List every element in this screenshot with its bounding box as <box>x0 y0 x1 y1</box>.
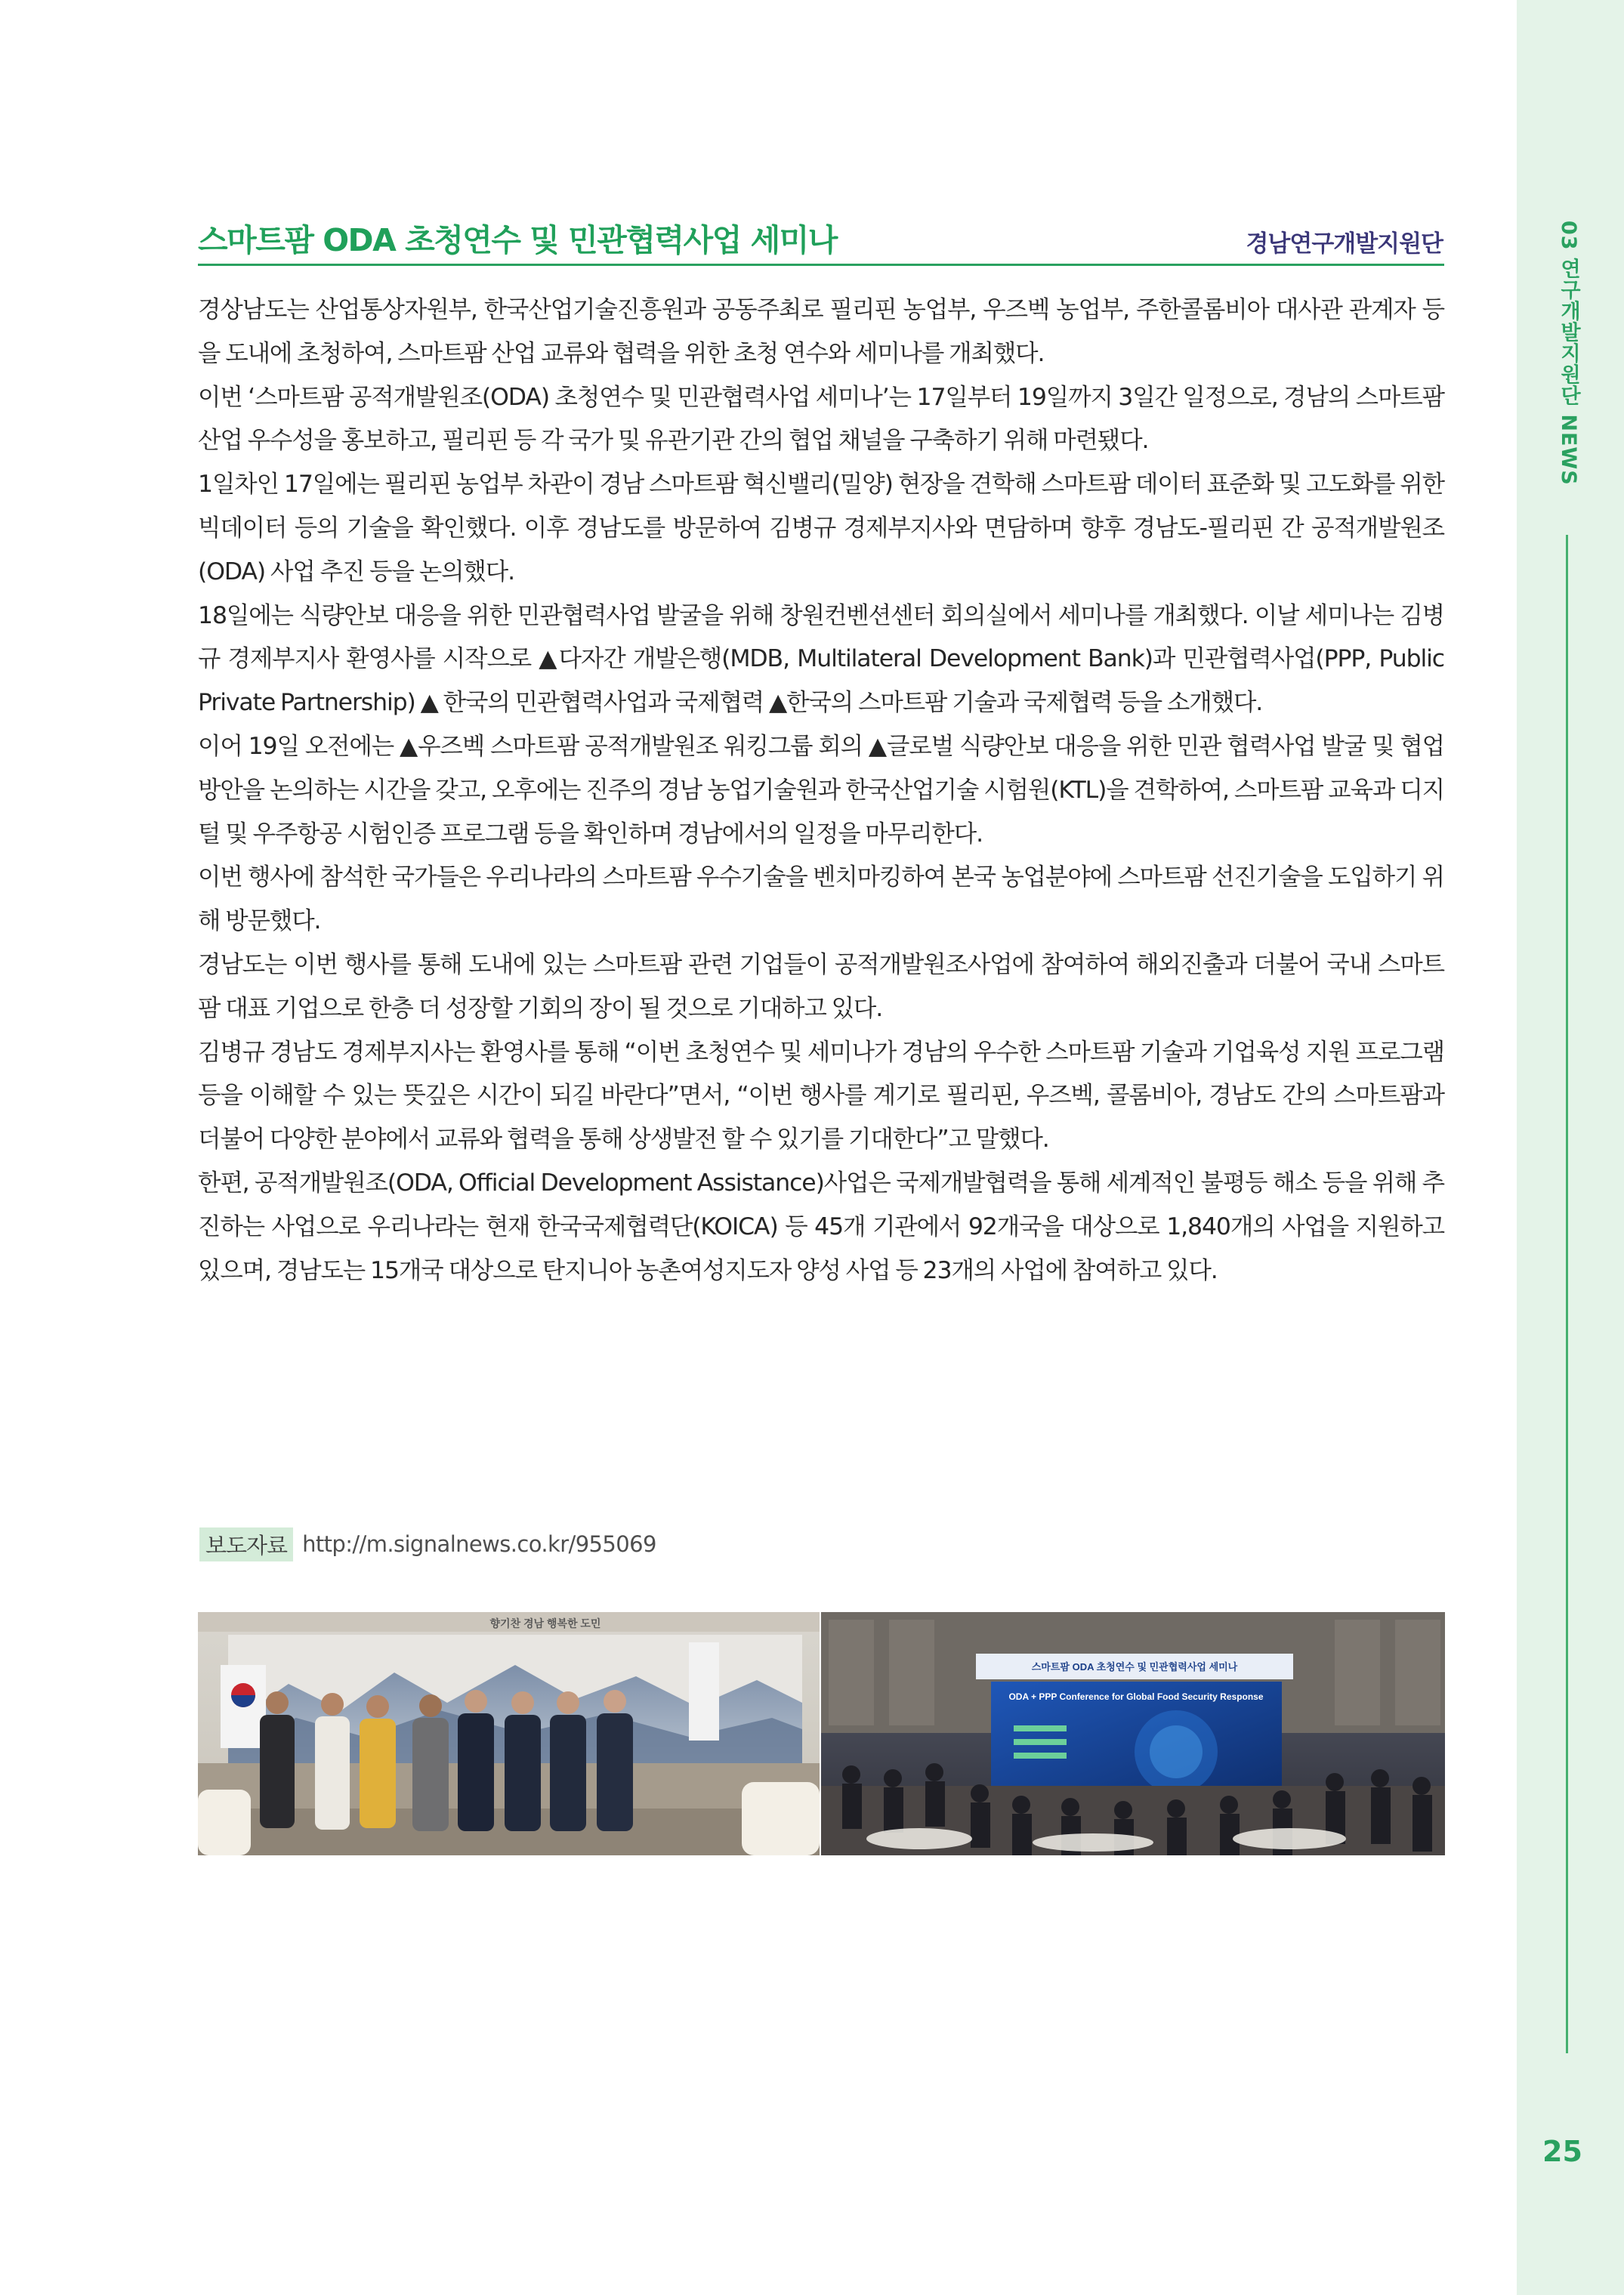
hall-banner-text: 스마트팜 ODA 초청연수 및 민관협력사업 세미나 <box>1031 1661 1238 1673</box>
screen-title-text: ODA + PPP Conference for Global Food Security Response <box>1008 1691 1264 1702</box>
source-badge: 보도자료 <box>199 1527 293 1561</box>
paragraph: 1일차인 17일에는 필리핀 농업부 차관이 경남 스마트팜 혁신밸리(밀양) 현장을 견학해 스마트팜 데이터 표준화 및 고도화를 위한 빅데이터 등의 기술을 확인했다. 이후 경남도를 방문하여 김병규 경제부지사와 면담하며 향후 경남도-필리핀 간 공적개발원조(ODA) 사업 추진 등을 논의했다. <box>198 471 1444 585</box>
section-label: 03 연구개발지원단 NEWS <box>1557 221 1580 486</box>
paragraph: 이번 행사에 참석한 국가들은 우리나라의 스마트팜 우수기술을 벤치마킹하여 본국 농업분야에 스마트팜 선진기술을 도입하기 위해 방문했다. <box>198 863 1444 935</box>
paragraph: 18일에는 식량안보 대응을 위한 민관협력사업 발굴을 위해 창원컨벤션센터 회의실에서 세미나를 개최했다. 이날 세미나는 김병규 경제부지사 환영사를 시작으로 ▲다자간 개발은행(MDB, Multilateral Development Bank)과 민관협력사업(PPP, Public Private Partnership) ▲ 한국의 민관협력사업과 국제협력 ▲한국의 스마트팜 기술과 국제협력 등을 소개했다. <box>198 601 1444 717</box>
conference-photo <box>821 1612 1445 1855</box>
photo-strip <box>198 1612 1445 1855</box>
organization-name: 경남연구개발지원단 <box>1246 230 1443 258</box>
paragraph: 김병규 경남도 경제부지사는 환영사를 통해 “이번 초청연수 및 세미나가 경남의 우수한 스마트팜 기술과 기업육성 지원 프로그램 등을 이해할 수 있는 뜻깊은 시간이 되길 바란다”면서, “이번 행사를 계기로 필리핀, 우즈벡, 콜롬비아, 경남도 간의 스마트팜과 더불어 다양한 분야에서 교류와 협력을 통해 상생발전 할 수 있기를 기대한다”고 말했다. <box>198 1038 1444 1154</box>
title-rule <box>198 264 1444 266</box>
paragraph: 경상남도는 산업통상자원부, 한국산업기술진흥원과 공동주최로 필리핀 농업부, 우즈벡 농업부, 주한콜롬비아 대사관 관계자 등을 도내에 초청하여, 스마트팜 산업 교류와 협력을 위한 초청 연수와 세미나를 개최했다. <box>198 296 1444 367</box>
source-line <box>199 1529 656 1559</box>
source-link[interactable]: http://m.signalnews.co.kr/955069 <box>302 1531 656 1557</box>
sidebar-divider <box>1566 535 1568 2053</box>
page-number: 25 <box>1542 2135 1582 2168</box>
article-body <box>198 289 1444 1293</box>
paragraph: 이번 ‘스마트팜 공적개발원조(ODA) 초청연수 및 민관협력사업 세미나’는 17일부터 19일까지 3일간 일정으로, 경남의 스마트팜 산업 우수성을 홍보하고, 필리핀 등 각 국가 및 유관기관 간의 협업 채널을 구축하기 위해 마련됐다. <box>198 383 1444 455</box>
paragraph: 이어 19일 오전에는 ▲우즈벡 스마트팜 공적개발원조 워킹그룹 회의 ▲글로벌 식량안보 대응을 위한 민관 협력사업 발굴 및 협업방안을 논의하는 시간을 갖고, 오후에는 진주의 경남 농업기술원과 한국산업기술 시험원(KTL)을 견학하여, 스마트팜 교육과 디지털 및 우주항공 시험인증 프로그램 등을 확인하며 경남에서의 일정을 마무리한다. <box>198 732 1444 848</box>
paragraph: 한편, 공적개발원조(ODA, Official Development Assistance)사업은 국제개발협력을 통해 세계적인 불평등 해소 등을 위해 추진하는 사업으로 우리나라는 현재 한국국제협력단(KOICA) 등 45개 기관에서 92개국을 대상으로 1,840개의 사업을 지원하고 있으며, 경남도는 15개국 대상으로 탄지니아 농촌여성지도자 양성 사업 등 23개의 사업에 참여하고 있다. <box>198 1169 1444 1284</box>
group-photo <box>198 1612 820 1855</box>
office-banner-text: 향기찬 경남 행복한 도민 <box>489 1617 601 1629</box>
article-title: 스마트팜 ODA 초청연수 및 민관협력사업 세미나 <box>198 222 837 258</box>
paragraph: 경남도는 이번 행사를 통해 도내에 있는 스마트팜 관련 기업들이 공적개발원조사업에 참여하여 해외진출과 더불어 국내 스마트팜 대표 기업으로 한층 더 성장할 기회의 장이 될 것으로 기대하고 있다. <box>198 950 1444 1022</box>
